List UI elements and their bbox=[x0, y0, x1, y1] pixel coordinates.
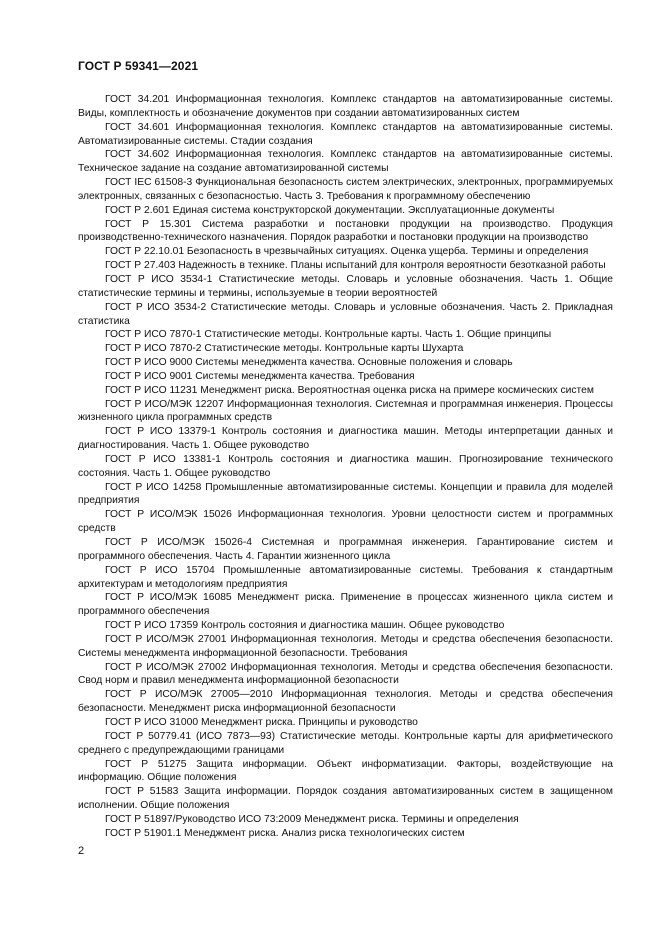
reference-entry: ГОСТ Р ИСО 11231 Менеджмент риска. Вероятностная оценка риска на примере космических систем bbox=[105, 384, 594, 396]
reference-entry: ГОСТ Р 50779.41 (ИСО 7873—93) Статистические методы. Контрольные карты для арифметического среднего с предупреждающими границами bbox=[78, 730, 613, 756]
reference-entry: ГОСТ Р 2.601 Единая система конструкторской документации. Эксплуатационные документы bbox=[105, 204, 555, 216]
reference-entry: ГОСТ Р ИСО/МЭК 15026-4 Системная и программная инженерия. Гарантирование систем и программного обеспечения. Часть 4. Гарантии жизненного цикла bbox=[78, 537, 613, 562]
reference-entry: ГОСТ Р ИСО 3534-1 Статистические методы. Словарь и условные обозначения. Часть 1. Общие статистические термины и термины, используемые в теории вероятностей bbox=[78, 273, 613, 299]
reference-entry: ГОСТ Р ИСО/МЭК 27005—2010 Информационная технология. Методы и средства обеспечения безопасности. Менеджмент риска информационной безопасности bbox=[78, 689, 613, 715]
document-header: ГОСТ Р 59341—2021 bbox=[78, 59, 199, 73]
reference-entry: ГОСТ Р ИСО/МЭК 12207 Информационная технология. Системная и программная инженерия. Процессы жизненного цикла программных средств bbox=[78, 398, 613, 424]
reference-entry: ГОСТ 34.602 Информационная технология. Комплекс стандартов на автоматизированные системы. Техническое задание на создание автоматизированной системы bbox=[78, 149, 613, 175]
reference-entry: ГОСТ 34.601 Информационная технология. Комплекс стандартов на автоматизированные системы. Автоматизированные системы. Стадии создания bbox=[78, 121, 613, 147]
reference-entry: ГОСТ IEC 61508-3 Функциональная безопасность систем электрических, электронных, программируемых электронных, связанных с безопасностью. Часть 3. Требования к программному обеспечению bbox=[78, 177, 613, 202]
reference-entry: ГОСТ Р ИСО 7870-2 Статистические методы. Контрольные карты Шухарта bbox=[105, 343, 464, 355]
reference-entry: ГОСТ Р ИСО 14258 Промышленные автоматизированные системы. Концепции и правила для моделей предприятия bbox=[78, 481, 613, 507]
page-number: 2 bbox=[78, 845, 85, 857]
reference-entry: ГОСТ Р 51583 Защита информации. Порядок создания автоматизированных систем в защищенном исполнении. Общие положения bbox=[78, 786, 613, 812]
reference-entry: ГОСТ Р ИСО 7870-1 Статистические методы. Контрольные карты. Часть 1. Общие принципы bbox=[105, 329, 552, 341]
reference-entry: ГОСТ Р ИСО 3534-2 Статистические методы. Словарь и условные обозначения. Часть 2. Прикладная статистика bbox=[78, 301, 613, 327]
reference-entry: ГОСТ Р ИСО 17359 Контроль состояния и диагностика машин. Общее руководство bbox=[105, 620, 505, 632]
reference-entry: ГОСТ 34.201 Информационная технология. Комплекс стандартов на автоматизированные системы. Виды, комплектность и обозначение документов при создании автоматизированных систем bbox=[78, 94, 613, 119]
reference-entry: ГОСТ Р 15.301 Система разработки и постановки продукции на производство. Продукция производственно-технического назначения. Порядок разработки и постановки продукции на производство bbox=[78, 218, 613, 244]
reference-entry: ГОСТ Р 51901.1 Менеджмент риска. Анализ риска технологических систем bbox=[105, 827, 465, 839]
reference-entry: ГОСТ Р ИСО 15704 Промышленные автоматизированные системы. Требования к стандартным архитектурам и методологиям предприятия bbox=[78, 564, 613, 590]
reference-entry: ГОСТ Р ИСО/МЭК 27001 Информационная технология. Методы и средства обеспечения безопасности. Системы менеджмента информационной безопасности. Требования bbox=[78, 633, 613, 659]
reference-entry: ГОСТ Р 22.10.01 Безопасность в чрезвычайных ситуациях. Оценка ущерба. Термины и определения bbox=[105, 246, 589, 258]
reference-entry: ГОСТ Р ИСО 9001 Системы менеджмента качества. Требования bbox=[105, 370, 415, 382]
reference-entry: ГОСТ Р ИСО 13381-1 Контроль состояния и диагностика машин. Прогнозирование технического состояния. Часть 1. Общее руководство bbox=[78, 453, 613, 479]
reference-entry: ГОСТ Р ИСО/МЭК 27002 Информационная технология. Методы и средства обеспечения безопасности. Свод норм и правил менеджмента информационной безопасности bbox=[78, 661, 613, 687]
reference-entry: ГОСТ Р ИСО 13379-1 Контроль состояния и диагностика машин. Методы интерпретации данных и диагностирования. Часть 1. Общее руководство bbox=[78, 426, 613, 452]
reference-entry: ГОСТ Р ИСО/МЭК 16085 Менеджмент риска. Применение в процессах жизненного цикла систем и программного обеспечения bbox=[78, 592, 613, 618]
reference-entry: ГОСТ Р ИСО 31000 Менеджмент риска. Принципы и руководство bbox=[105, 716, 418, 728]
reference-entry: ГОСТ Р 51275 Защита информации. Объект информатизации. Факторы, воздействующие на информацию. Общие положения bbox=[78, 758, 613, 784]
reference-entry: ГОСТ Р 51897/Руководство ИСО 73:2009 Менеджмент риска. Термины и определения bbox=[105, 813, 519, 825]
reference-entry: ГОСТ Р ИСО 9000 Системы менеджмента качества. Основные положения и словарь bbox=[105, 357, 513, 369]
normative-references-list bbox=[78, 93, 613, 841]
reference-entry: ГОСТ Р 27.403 Надежность в технике. Планы испытаний для контроля вероятности безотказной работы bbox=[105, 260, 606, 272]
reference-entry: ГОСТ Р ИСО/МЭК 15026 Информационная технология. Уровни целостности систем и программных средств bbox=[78, 509, 613, 535]
